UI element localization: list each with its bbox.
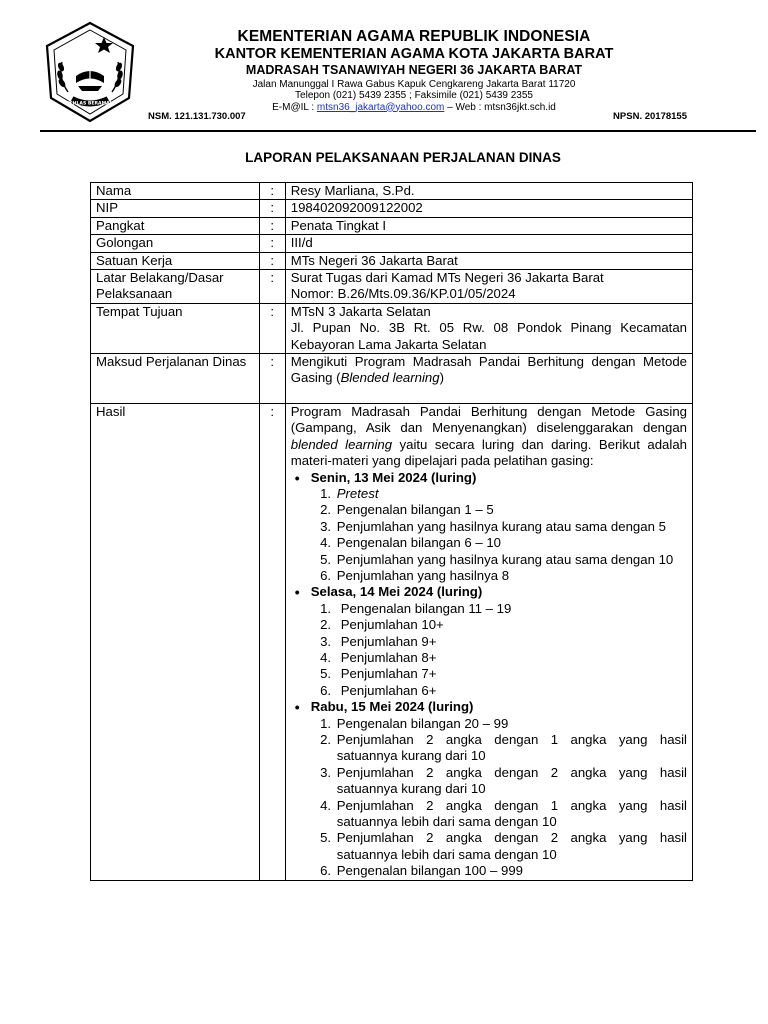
destination-name: MTsN 3 Jakarta Selatan — [290, 303, 431, 319]
field-label: Golongan — [91, 235, 260, 252]
day-material-list — [291, 601, 687, 699]
list-item: 4. Penjumlahan 8+ — [335, 650, 687, 666]
office-name: KANTOR KEMENTERIAN AGAMA KOTA JAKARTA BARAT — [214, 45, 614, 62]
letterhead-divider — [40, 130, 756, 132]
list-item: 6. Penjumlahan yang hasilnya 8 — [335, 568, 687, 584]
hasil-intro — [291, 404, 687, 470]
table-row — [91, 303, 693, 353]
field-value: 198402092009122002 — [285, 200, 692, 217]
field-colon: : — [259, 183, 285, 200]
list-item: 3. Penjumlahan 2 angka dengan 2 angka yang hasil satuannya kurang dari 10 — [335, 765, 687, 798]
field-value: III/d — [285, 235, 692, 252]
field-colon: : — [259, 252, 285, 269]
logo-caption: IKHLAS BERAMAL — [67, 101, 113, 107]
day-material-list — [291, 486, 687, 584]
list-item: 2. Penjumlahan 10+ — [335, 617, 687, 633]
list-item: 2. Penjumlahan 2 angka dengan 1 angka yang hasil satuannya kurang dari 10 — [335, 732, 687, 765]
field-colon: : — [259, 200, 285, 217]
field-value — [285, 354, 692, 404]
list-item-text: Pretest — [336, 485, 379, 501]
table-row — [91, 217, 693, 234]
email-link[interactable]: mtsn36_jakarta@yahoo.com — [316, 101, 445, 113]
destination-address: Jl. Pupan No. 3B Rt. 05 Rw. 08 Pondok Pinang Kecamatan Kebayoran Lama Jakarta Selatan — [290, 320, 687, 352]
list-item — [335, 486, 687, 502]
letter-origin: Surat Tugas dari Kamad MTs Negeri 36 Jakarta Barat — [290, 270, 604, 286]
letterhead — [0, 0, 768, 134]
field-label: Hasil — [91, 403, 260, 880]
table-row — [91, 270, 693, 304]
document-title: LAPORAN PELAKSANAAN PERJALANAN DINAS — [245, 150, 561, 165]
table-row — [91, 235, 693, 252]
ministry-name: KEMENTERIAN AGAMA REPUBLIK INDONESIA — [237, 28, 591, 45]
list-item: 3. Penjumlahan 9+ — [335, 634, 687, 650]
day-heading: • Selasa, 14 Mei 2024 (luring) — [291, 584, 687, 600]
purpose-text: Mengikuti Program Madrasah Pandai Berhitung dengan Metode Gasing ( — [290, 354, 687, 386]
field-value — [285, 303, 692, 353]
report-table — [90, 182, 693, 881]
field-colon: : — [259, 403, 285, 880]
field-colon: : — [259, 217, 285, 234]
day-material-list — [291, 716, 687, 880]
field-value — [285, 270, 692, 304]
field-value: MTs Negeri 36 Jakarta Barat — [285, 252, 692, 269]
table-row — [91, 183, 693, 200]
email-label: E-M@IL : — [272, 101, 317, 113]
field-colon: : — [259, 354, 285, 404]
field-label: Satuan Kerja — [91, 252, 260, 269]
intro-italic: blended learning — [290, 436, 393, 452]
field-label: Latar Belakang/Dasar Pelaksanaan — [91, 270, 260, 304]
purpose-italic: Blended learning — [340, 370, 440, 386]
list-item: 1. Pengenalan bilangan 11 – 19 — [335, 601, 687, 617]
list-item: 1. Pengenalan bilangan 20 – 99 — [335, 716, 687, 732]
kemenag-logo-icon — [38, 20, 142, 124]
letter-number: Nomor: B.26/Mts.09.36/KP.01/05/2024 — [290, 286, 516, 302]
list-item: 6. Pengenalan bilangan 100 – 999 — [335, 863, 687, 879]
intro-text: Program Madrasah Pandai Berhitung dengan Metode Gasing (Gampang, Asik dan Menyenangkan) diselenggarakan dengan — [290, 403, 687, 436]
field-label: NIP — [91, 200, 260, 217]
field-colon: : — [259, 303, 285, 353]
table-row — [91, 403, 693, 880]
field-label: Pangkat — [91, 217, 260, 234]
field-value: Penata Tingkat I — [285, 217, 692, 234]
table-row — [91, 200, 693, 217]
website-text: – Web : mtsn36jkt.sch.id — [444, 101, 556, 113]
field-value: Resy Marliana, S.Pd. — [285, 183, 692, 200]
field-colon: : — [259, 235, 285, 252]
list-item: 5. Penjumlahan 2 angka dengan 2 angka yang hasil satuannya lebih dari sama dengan 10 — [335, 830, 687, 863]
school-phone: Telepon (021) 5439 2355 ; Faksimile (021) 5439 2355 — [295, 90, 533, 101]
list-item: 5. Penjumlahan yang hasilnya kurang atau sama dengan 10 — [335, 552, 687, 568]
day-heading: • Rabu, 15 Mei 2024 (luring) — [291, 699, 687, 715]
list-item: 2. Pengenalan bilangan 1 – 5 — [335, 502, 687, 518]
npsn-number: NPSN. 20178155 — [613, 111, 687, 122]
intro-text-end: yaitu secara luring dan daring. Berikut adalah materi-materi yang dipelajari pada pelatihan gasing: — [290, 436, 687, 469]
hasil-content — [285, 403, 692, 880]
school-name: MADRASAH TSANAWIYAH NEGERI 36 JAKARTA BARAT — [245, 63, 583, 77]
field-label: Tempat Tujuan — [91, 303, 260, 353]
school-address: Jalan Manunggal I Rawa Gabus Kapuk Cengkareng Jakarta Barat 11720 — [252, 78, 576, 90]
letterhead-text — [150, 29, 678, 113]
field-colon: : — [259, 270, 285, 304]
list-item: 5. Penjumlahan 7+ — [335, 666, 687, 682]
nsm-number: NSM. 121.131.730.007 — [148, 111, 246, 122]
field-label: Nama — [91, 183, 260, 200]
list-item: 3. Penjumlahan yang hasilnya kurang atau sama dengan 5 — [335, 519, 687, 535]
table-row — [91, 354, 693, 404]
list-item: 4. Penjumlahan 2 angka dengan 1 angka yang hasil satuannya lebih dari sama dengan 10 — [335, 798, 687, 831]
list-item: 6. Penjumlahan 6+ — [335, 683, 687, 699]
purpose-close: ) — [439, 370, 444, 386]
list-item: 4. Pengenalan bilangan 6 – 10 — [335, 535, 687, 551]
field-label: Maksud Perjalanan Dinas — [91, 354, 260, 404]
day-heading: • Senin, 13 Mei 2024 (luring) — [291, 470, 687, 486]
table-row — [91, 252, 693, 269]
